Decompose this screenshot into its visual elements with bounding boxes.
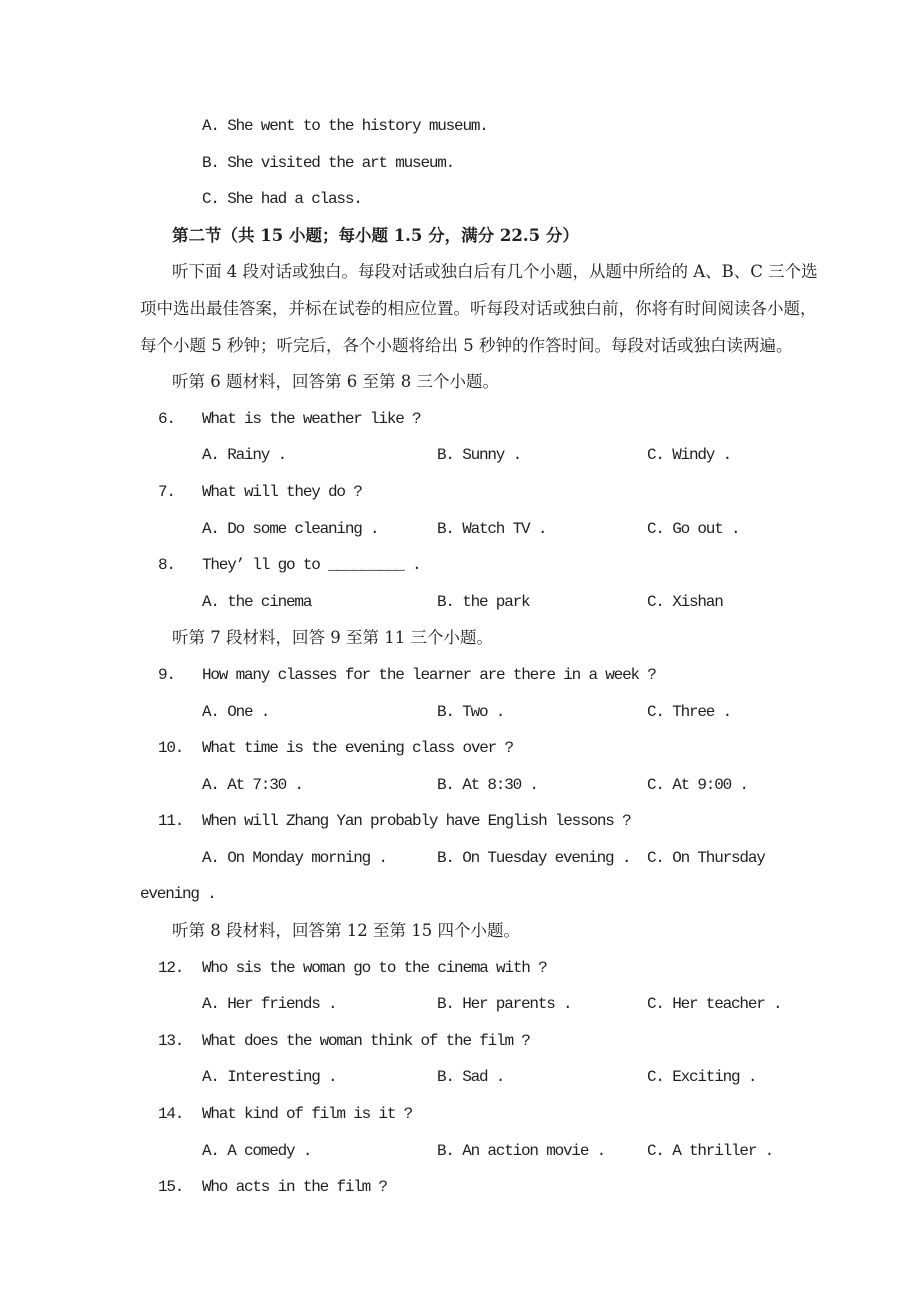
question-number: 8. (158, 556, 175, 575)
option-c: C. Exciting . (647, 1068, 757, 1087)
option-a: A. Rainy . (202, 446, 287, 465)
question-text: Who acts in the film ? (202, 1178, 387, 1197)
question-row (140, 1023, 820, 1060)
section-header: 第二节（共 15 小题；每小题 1.5 分，满分 22.5 分） (172, 225, 579, 245)
option-b: B. An action movie . (437, 1141, 606, 1160)
question-row (140, 401, 820, 438)
question-number: 9. (158, 665, 175, 684)
question-number: 12. (158, 958, 184, 977)
options-row (140, 1059, 820, 1096)
option-b: B. Sunny . (437, 446, 522, 465)
question-row (140, 950, 820, 987)
option-b: B. Sad . (437, 1068, 505, 1087)
leading-option: C. She had a class. (202, 190, 362, 209)
material-line: 听第 7 段材料，回答 9 至第 11 三个小题。 (172, 628, 493, 648)
option-c: C. Go out . (647, 519, 740, 538)
question-number: 6. (158, 409, 175, 428)
question-number: 15. (158, 1178, 184, 1197)
instructions-block (140, 254, 820, 364)
question-row (140, 474, 820, 511)
option-c: C. A thriller . (647, 1141, 774, 1160)
material-line: 听第 8 段材料，回答第 12 至第 15 四个小题。 (172, 921, 520, 941)
material-line: 听第 6 题材料，回答第 6 至第 8 三个小题。 (172, 372, 499, 392)
option-a: A. At 7:30 . (202, 775, 303, 794)
question-row (140, 1169, 820, 1206)
option-b: B. Her parents . (437, 995, 572, 1014)
question-number: 13. (158, 1031, 184, 1050)
options-row (140, 694, 820, 731)
option-c: C. Three . (647, 702, 732, 721)
option-c: C. Xishan (647, 592, 723, 611)
option-a: A. On Monday morning . (202, 848, 387, 867)
option-c: C. Windy . (647, 446, 732, 465)
option-c: C. Her teacher . (647, 995, 782, 1014)
question-text: What time is the evening class over ? (202, 739, 513, 758)
question-text: Who sis the woman go to the cinema with ? (202, 958, 547, 977)
question-text: What is the weather like ? (202, 409, 421, 428)
instructions-line: 听下面 4 段对话或独白。每段对话或独白后有几个小题，从题中所给的 A、B、C 三个选 (172, 262, 818, 282)
instructions-line: 项中选出最佳答案，并标在试卷的相应位置。听每段对话或独白前，你将有时间阅读各小题， (140, 298, 817, 318)
option-b: B. Two . (437, 702, 505, 721)
question-number: 11. (158, 812, 184, 831)
question-text: What kind of film is it ? (202, 1105, 413, 1124)
instructions-line: 每个小题 5 秒钟；听完后，各个小题将给出 5 秒钟的作答时间。每段对话或独白读两遍。 (140, 335, 793, 355)
option-a: A. the cinema (202, 592, 312, 611)
question-row (140, 1096, 820, 1133)
options-row (140, 584, 820, 621)
options-row (140, 840, 820, 877)
question-text: They’ ll go to _________ . (202, 556, 421, 575)
question-text: When will Zhang Yan probably have English lessons ? (202, 812, 631, 831)
option-a: A. One . (202, 702, 270, 721)
leading-option: B. She visited the art museum. (202, 153, 455, 172)
option-a: A. Her friends . (202, 995, 337, 1014)
option-c: C. On Thursday (647, 848, 765, 867)
question-text: How many classes for the learner are there in a week ? (202, 665, 656, 684)
question-number: 7. (158, 482, 175, 501)
option-b: B. On Tuesday evening . (437, 848, 631, 867)
leading-option: A. She went to the history museum. (202, 117, 488, 135)
question-number: 14. (158, 1105, 184, 1124)
option-a: A. Do some cleaning . (202, 519, 379, 538)
question-text: What will they do ? (202, 482, 362, 501)
option-b: B. At 8:30 . (437, 775, 538, 794)
leading-options-block (140, 108, 820, 218)
question-row (140, 730, 820, 767)
option-c: C. At 9:00 . (647, 775, 748, 794)
option-a: A. Interesting . (202, 1068, 337, 1087)
question-row (140, 803, 820, 840)
options-row (140, 767, 820, 804)
question-groups-block (140, 364, 820, 1206)
options-row (140, 986, 820, 1023)
question-row (140, 657, 820, 694)
question-text: What does the woman think of the film ? (202, 1031, 530, 1050)
option-b: B. Watch TV . (437, 519, 547, 538)
question-number: 10. (158, 739, 184, 758)
options-row (140, 437, 820, 474)
options-row (140, 511, 820, 548)
options-row (140, 1133, 820, 1170)
question-row (140, 547, 820, 584)
option-b: B. the park (437, 592, 530, 611)
option-overflow-line: evening . (140, 885, 216, 904)
option-a: A. A comedy . (202, 1141, 312, 1160)
